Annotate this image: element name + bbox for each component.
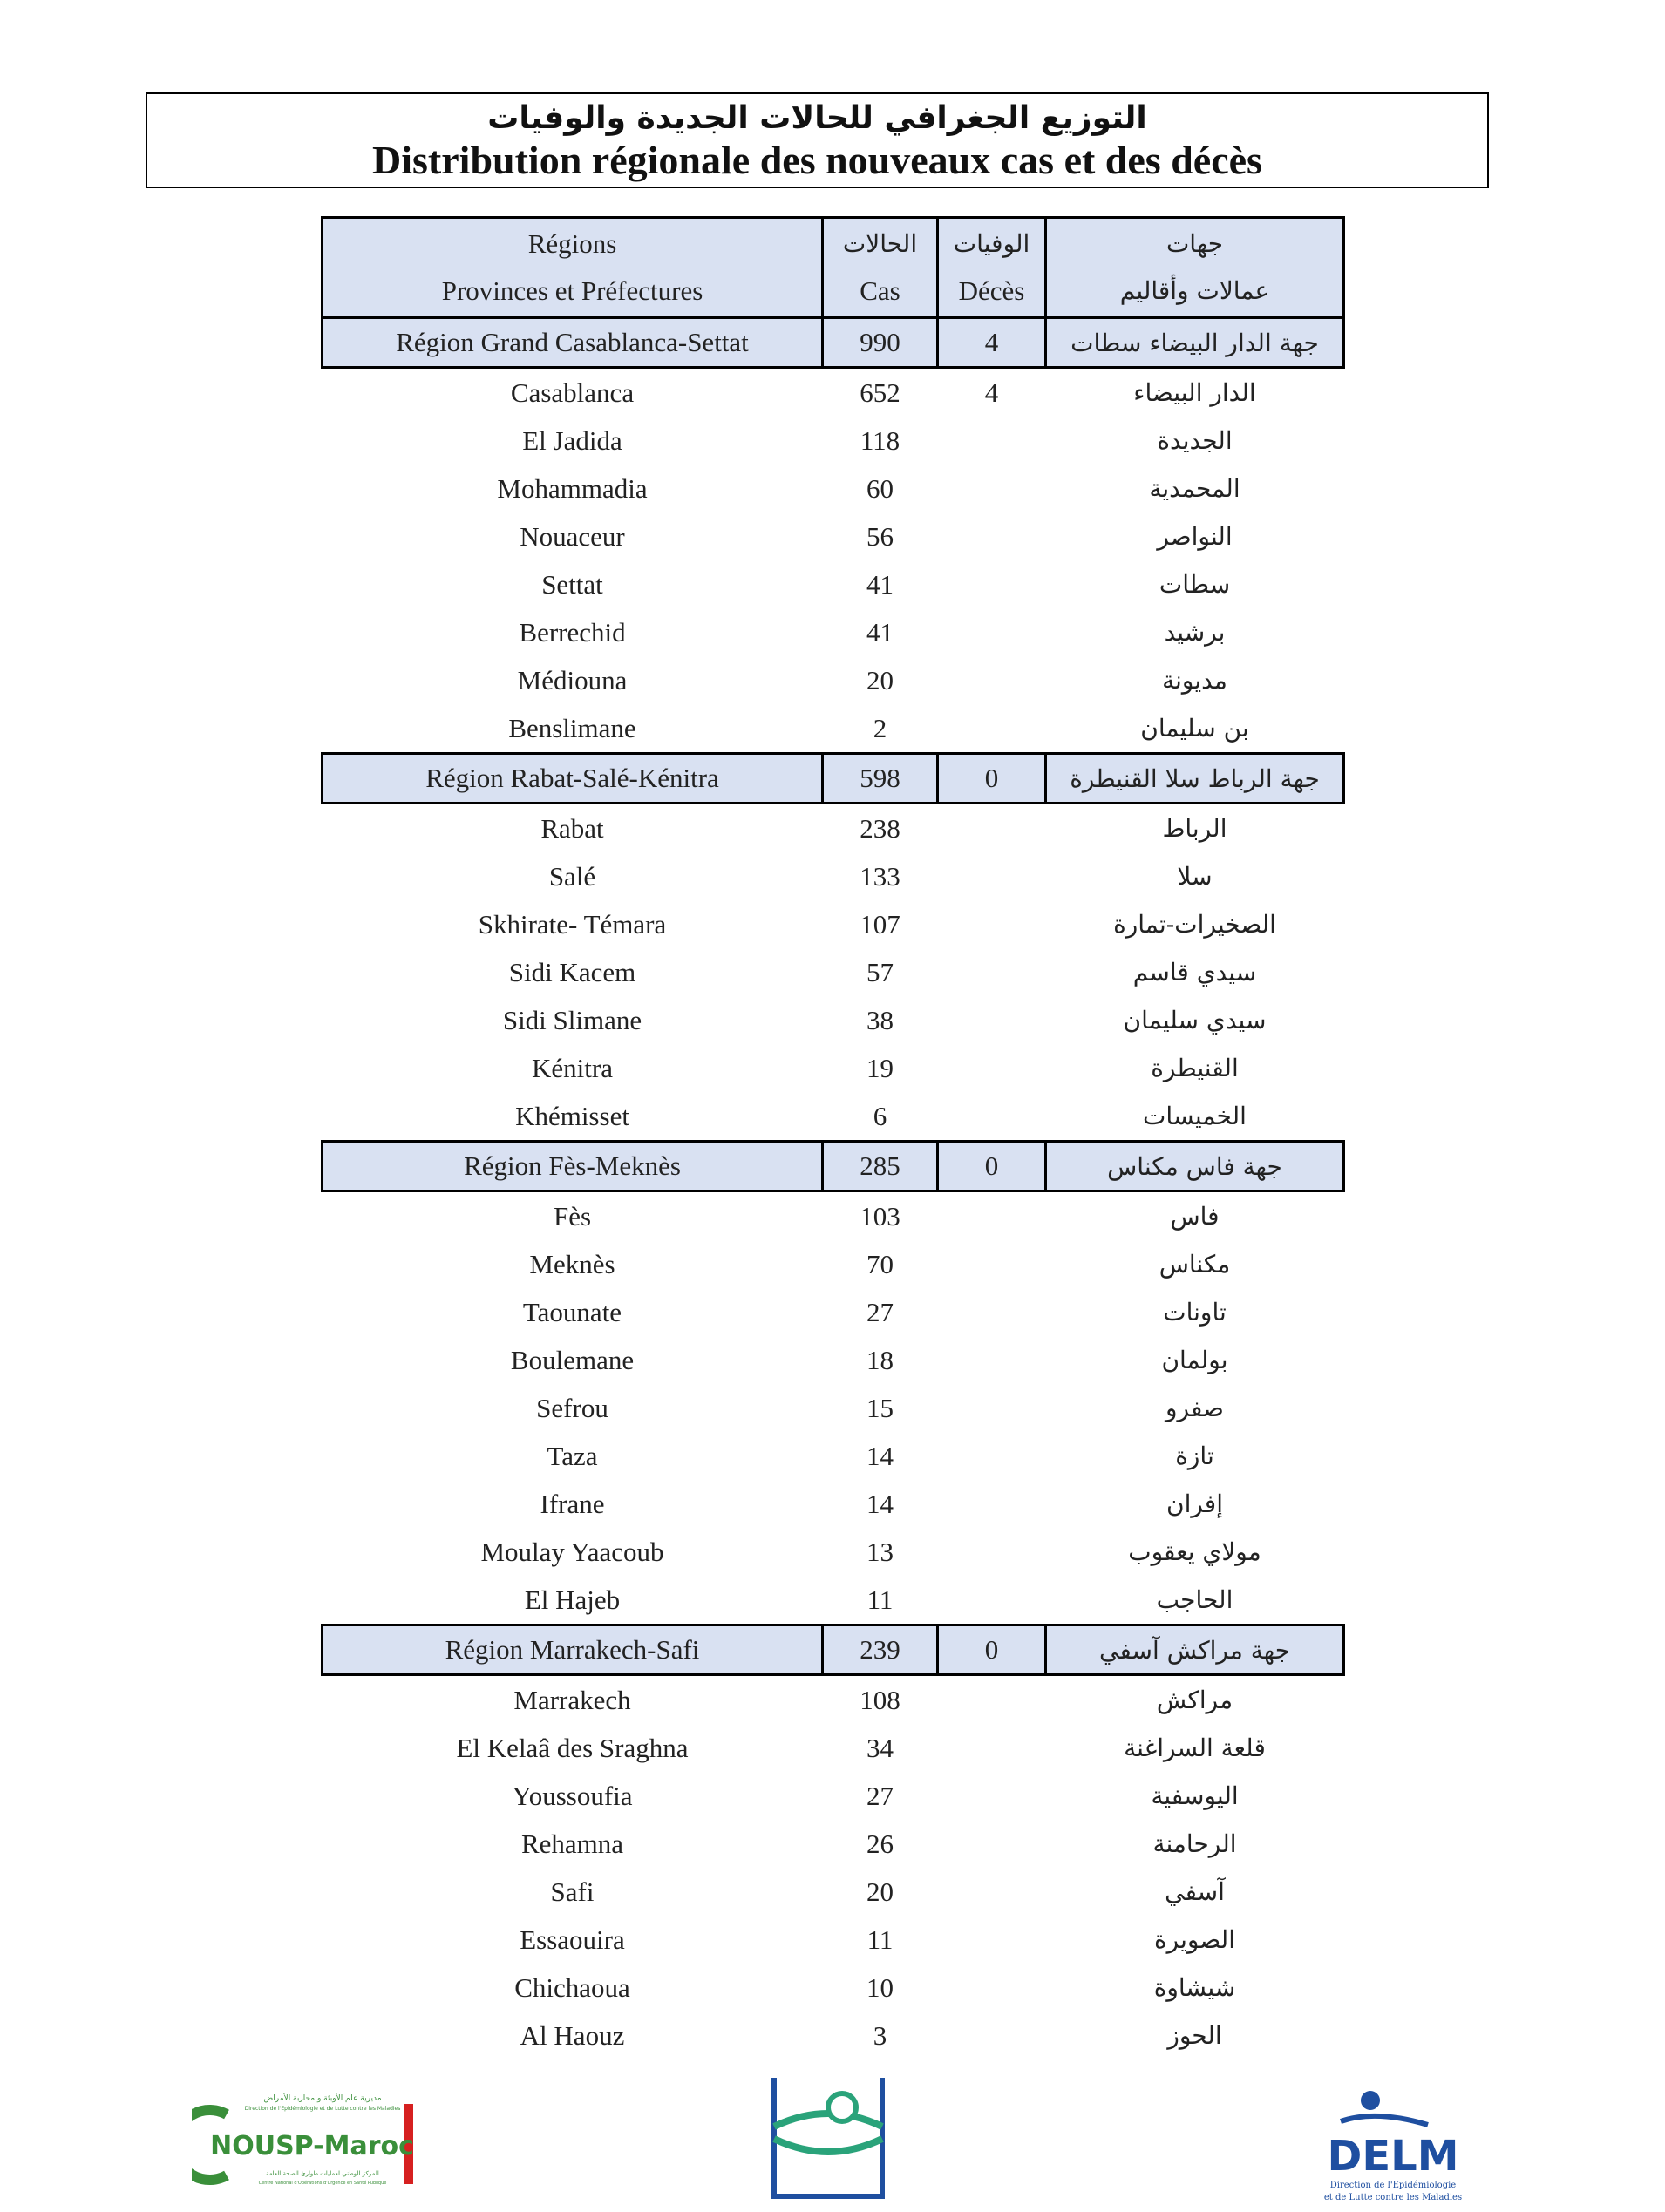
province-deaths <box>938 656 1046 704</box>
ministry-logo <box>767 2074 889 2203</box>
province-row <box>323 1576 1344 1625</box>
province-row <box>323 1191 1344 1241</box>
province-row <box>323 1528 1344 1576</box>
province-deaths <box>938 704 1046 754</box>
province-deaths <box>938 1724 1046 1772</box>
province-name-ar: سطات <box>1159 570 1231 599</box>
province-name-ar: اليوسفية <box>1151 1781 1239 1810</box>
province-name-ar: الرحامنة <box>1152 1829 1237 1858</box>
region-name-fr: Région Marrakech-Safi <box>323 1625 823 1675</box>
region-row <box>323 1625 1344 1675</box>
province-cases: 11 <box>866 1924 894 1955</box>
region-cases: 239 <box>823 1625 938 1675</box>
province-row <box>323 1240 1344 1288</box>
region-row <box>323 318 1344 368</box>
province-deaths <box>938 417 1046 465</box>
province-name-fr: Skhirate- Témara <box>478 908 667 940</box>
province-cases: 27 <box>866 1296 894 1327</box>
province-cases: 20 <box>866 1876 894 1907</box>
province-name-ar: الدار البيضاء <box>1133 378 1256 407</box>
province-name-ar: بن سليمان <box>1140 714 1249 743</box>
province-name-ar: مولاي يعقوب <box>1128 1537 1261 1566</box>
region-deaths: 4 <box>938 318 1046 368</box>
header-cases-fr: Cas <box>860 275 900 306</box>
province-cases: 19 <box>866 1052 894 1083</box>
province-row <box>323 656 1344 704</box>
province-row <box>323 1044 1344 1092</box>
province-deaths <box>938 560 1046 608</box>
province-name-ar: الصويرة <box>1154 1925 1235 1954</box>
delm-head-icon <box>1361 2091 1380 2110</box>
province-name-ar: إفران <box>1166 1489 1223 1518</box>
province-name-ar: النواصر <box>1157 522 1233 551</box>
province-name-ar: برشيد <box>1164 618 1226 647</box>
province-cases: 652 <box>860 377 900 408</box>
province-name-ar: بولمان <box>1161 1346 1228 1374</box>
province-row <box>323 1288 1344 1336</box>
province-deaths <box>938 1092 1046 1142</box>
province-cases: 118 <box>860 424 900 456</box>
province-deaths <box>938 1964 1046 2012</box>
province-name-fr: Benslimane <box>508 712 636 743</box>
province-deaths <box>938 608 1046 656</box>
province-cases: 60 <box>866 472 894 504</box>
province-name-fr: Sidi Kacem <box>508 956 636 987</box>
province-cases: 107 <box>860 908 900 940</box>
province-name-fr: Al Haouz <box>520 2019 625 2051</box>
province-row <box>323 948 1344 996</box>
region-name-ar: جهة مراكش آسفي <box>1046 1625 1344 1675</box>
province-name-fr: El Jadida <box>522 424 622 456</box>
province-cases: 70 <box>866 1248 894 1279</box>
province-row <box>323 368 1344 417</box>
province-cases: 103 <box>860 1200 900 1232</box>
province-name-ar: المحمدية <box>1149 474 1240 503</box>
province-name-fr: Berrechid <box>519 616 626 648</box>
province-name-fr: Boulemane <box>510 1344 635 1375</box>
province-name-ar: تازة <box>1175 1442 1214 1470</box>
province-name-ar: قلعة السراغنة <box>1124 1734 1266 1762</box>
province-name-fr: El Hajeb <box>524 1584 621 1615</box>
document-title <box>146 92 1489 188</box>
province-row <box>323 1772 1344 1820</box>
province-row <box>323 996 1344 1044</box>
region-deaths: 0 <box>938 1625 1046 1675</box>
province-name-fr: Taounate <box>522 1296 622 1327</box>
province-deaths <box>938 1868 1046 1916</box>
province-deaths <box>938 900 1046 948</box>
header-deaths <box>938 218 1046 318</box>
province-row <box>323 804 1344 853</box>
province-name-ar: سيدي قاسم <box>1132 958 1257 987</box>
province-name-fr: Settat <box>541 568 603 600</box>
province-cases: 34 <box>866 1732 894 1763</box>
province-name-fr: Salé <box>548 860 596 892</box>
region-row <box>323 1142 1344 1191</box>
province-name-fr: Khémisset <box>515 1100 629 1131</box>
region-row <box>323 754 1344 804</box>
province-cases: 18 <box>866 1344 894 1375</box>
header-cases-ar: الحالات <box>842 229 918 258</box>
title-french: Distribution régionale des nouveaux cas et des décès <box>372 138 1262 182</box>
province-deaths <box>938 1576 1046 1625</box>
province-name-fr: Fès <box>553 1200 592 1232</box>
province-name-fr: Casablanca <box>510 377 635 408</box>
province-row <box>323 900 1344 948</box>
province-name-fr: Safi <box>550 1876 595 1907</box>
ministry-wave-bottom <box>774 2139 882 2152</box>
province-cases: 108 <box>860 1684 900 1715</box>
province-cases: 2 <box>873 712 887 743</box>
province-cases: 41 <box>866 568 894 600</box>
title-arabic: التوزيع الجغرافي للحالات الجديدة والوفيات <box>487 100 1147 136</box>
province-name-ar: سلا <box>1177 862 1213 891</box>
province-cases: 3 <box>873 2019 887 2051</box>
province-name-ar: الجديدة <box>1157 426 1233 455</box>
province-row <box>323 1336 1344 1384</box>
delm-sub2: et de Lutte contre les Maladies <box>1323 2193 1463 2202</box>
province-row <box>323 852 1344 900</box>
province-name-fr: Moulay Yaacoub <box>480 1536 664 1567</box>
province-row <box>323 1675 1344 1725</box>
region-cases: 598 <box>823 754 938 804</box>
province-deaths <box>938 1480 1046 1528</box>
header-regions-ar-cell <box>1046 218 1344 318</box>
province-deaths <box>938 1044 1046 1092</box>
province-deaths <box>938 804 1046 853</box>
province-deaths <box>938 1675 1046 1725</box>
region-name-ar: جهة الرباط سلا القنيطرة <box>1046 754 1344 804</box>
nousp-text-ar: مديرية علم الأوبئة و محاربة الأمراض <box>263 2094 382 2103</box>
delm-sub1: Direction de l'Epidémiologie <box>1329 2181 1457 2190</box>
province-cases: 10 <box>866 1971 894 2003</box>
province-deaths: 4 <box>984 377 999 408</box>
province-name-fr: Rabat <box>540 812 604 844</box>
nousp-text-fr: Direction de l'Epidémiologie et de Lutte contre les Maladies <box>244 2106 401 2112</box>
province-name-fr: El Kelaâ des Sraghna <box>456 1732 689 1763</box>
province-cases: 38 <box>866 1004 894 1035</box>
province-cases: 14 <box>866 1488 894 1519</box>
province-name-ar: الصخيرات-تمارة <box>1113 910 1276 939</box>
region-name-ar: جهة فاس مكناس <box>1046 1142 1344 1191</box>
province-cases: 11 <box>866 1584 894 1615</box>
province-name-ar: الحاجب <box>1156 1585 1233 1614</box>
province-name-fr: Sefrou <box>536 1392 608 1423</box>
province-row <box>323 560 1344 608</box>
delm-logo <box>1323 2090 1463 2205</box>
province-deaths <box>938 948 1046 996</box>
header-regions-ar: جهات <box>1166 229 1224 258</box>
province-deaths <box>938 1820 1046 1868</box>
header-provinces-fr: Provinces et Préfectures <box>441 275 703 306</box>
province-row <box>323 1820 1344 1868</box>
province-name-fr: Meknès <box>529 1248 615 1279</box>
province-cases: 26 <box>866 1828 894 1859</box>
province-name-ar: مكناس <box>1159 1250 1231 1279</box>
province-name-ar: الرباط <box>1162 814 1227 843</box>
province-deaths <box>938 1772 1046 1820</box>
table-header <box>323 218 1344 318</box>
province-name-fr: Mohammadia <box>497 472 648 504</box>
region-cases: 990 <box>823 318 938 368</box>
province-cases: 15 <box>866 1392 894 1423</box>
region-name-fr: Région Fès-Meknès <box>323 1142 823 1191</box>
province-name-ar: فاس <box>1170 1202 1220 1231</box>
region-deaths: 0 <box>938 754 1046 804</box>
province-cases: 41 <box>866 616 894 648</box>
province-row <box>323 1384 1344 1432</box>
province-row <box>323 512 1344 560</box>
province-row <box>323 417 1344 465</box>
province-name-fr: Sidi Slimane <box>502 1004 642 1035</box>
province-cases: 13 <box>866 1536 894 1567</box>
province-name-ar: الخميسات <box>1143 1102 1247 1130</box>
province-name-ar: سيدي سليمان <box>1123 1006 1267 1035</box>
province-row <box>323 1480 1344 1528</box>
province-deaths <box>938 512 1046 560</box>
province-name-ar: تاونات <box>1163 1298 1227 1327</box>
delm-name: DELM <box>1327 2132 1459 2181</box>
province-deaths <box>938 1384 1046 1432</box>
province-cases: 238 <box>860 812 900 844</box>
province-row <box>323 1964 1344 2012</box>
nousp-center-fr: Centre National d'Opérations d'Urgence en Santé Publique <box>258 2181 387 2186</box>
region-name-fr: Région Grand Casablanca-Settat <box>323 318 823 368</box>
province-name-fr: Marrakech <box>513 1684 631 1715</box>
province-name-fr: Ifrane <box>540 1488 605 1519</box>
province-deaths <box>938 1528 1046 1576</box>
province-name-fr: Nouaceur <box>520 520 625 552</box>
province-row <box>323 1724 1344 1772</box>
nousp-logo <box>192 2088 418 2193</box>
region-cases: 285 <box>823 1142 938 1191</box>
province-row <box>323 1092 1344 1142</box>
province-deaths <box>938 996 1046 1044</box>
province-deaths <box>938 852 1046 900</box>
province-deaths <box>938 1240 1046 1288</box>
province-deaths <box>938 465 1046 512</box>
header-deaths-ar: الوفيات <box>953 229 1030 258</box>
province-cases: 14 <box>866 1440 894 1471</box>
province-name-fr: Kénitra <box>532 1052 613 1083</box>
province-row <box>323 465 1344 512</box>
province-name-fr: Médiouna <box>517 664 628 695</box>
province-cases: 6 <box>873 1100 887 1131</box>
province-name-ar: آسفي <box>1165 1877 1225 1906</box>
province-cases: 133 <box>860 860 900 892</box>
province-name-fr: Rehamna <box>520 1828 624 1859</box>
province-cases: 20 <box>866 664 894 695</box>
province-cases: 56 <box>866 520 894 552</box>
province-row <box>323 1868 1344 1916</box>
province-name-ar: القنيطرة <box>1151 1054 1239 1082</box>
province-name-ar: شيشاوة <box>1153 1973 1236 2002</box>
nousp-name: NOUSP-Maroc <box>210 2131 414 2161</box>
region-name-fr: Région Rabat-Salé-Kénitra <box>323 754 823 804</box>
province-deaths <box>938 1336 1046 1384</box>
province-row <box>323 1916 1344 1964</box>
province-deaths <box>938 1191 1046 1241</box>
header-regions <box>323 218 823 318</box>
province-row <box>323 1432 1344 1480</box>
province-name-fr: Essaouira <box>520 1924 625 1955</box>
region-deaths: 0 <box>938 1142 1046 1191</box>
ministry-frame <box>774 2078 882 2196</box>
region-name-ar: جهة الدار البيضاء سطات <box>1046 318 1344 368</box>
delm-arc <box>1341 2116 1428 2125</box>
province-name-ar: مديونة <box>1162 666 1227 695</box>
province-cases: 57 <box>866 956 894 987</box>
province-deaths <box>938 1288 1046 1336</box>
header-provinces-ar: عمالات وأقاليم <box>1119 276 1270 305</box>
header-regions-fr: Régions <box>527 228 617 259</box>
province-name-fr: Taza <box>547 1440 598 1471</box>
province-name-ar: الحوز <box>1167 2021 1222 2050</box>
province-row <box>323 2012 1344 2059</box>
province-name-fr: Chichaoua <box>514 1971 630 2003</box>
header-deaths-fr: Décès <box>958 275 1025 306</box>
distribution-table <box>321 216 1345 2059</box>
header-cases <box>823 218 938 318</box>
province-name-ar: مراكش <box>1156 1686 1233 1714</box>
ministry-crescent-icon <box>828 2093 856 2121</box>
province-name-fr: Youssoufia <box>512 1780 633 1811</box>
province-cases: 27 <box>866 1780 894 1811</box>
province-deaths <box>938 2012 1046 2059</box>
province-deaths <box>938 1432 1046 1480</box>
province-name-ar: صفرو <box>1166 1394 1224 1422</box>
province-row <box>323 704 1344 754</box>
nousp-center-ar: المركز الوطني لعمليات طوارئ الصحة العامة <box>266 2170 379 2177</box>
province-deaths <box>938 1916 1046 1964</box>
province-row <box>323 608 1344 656</box>
